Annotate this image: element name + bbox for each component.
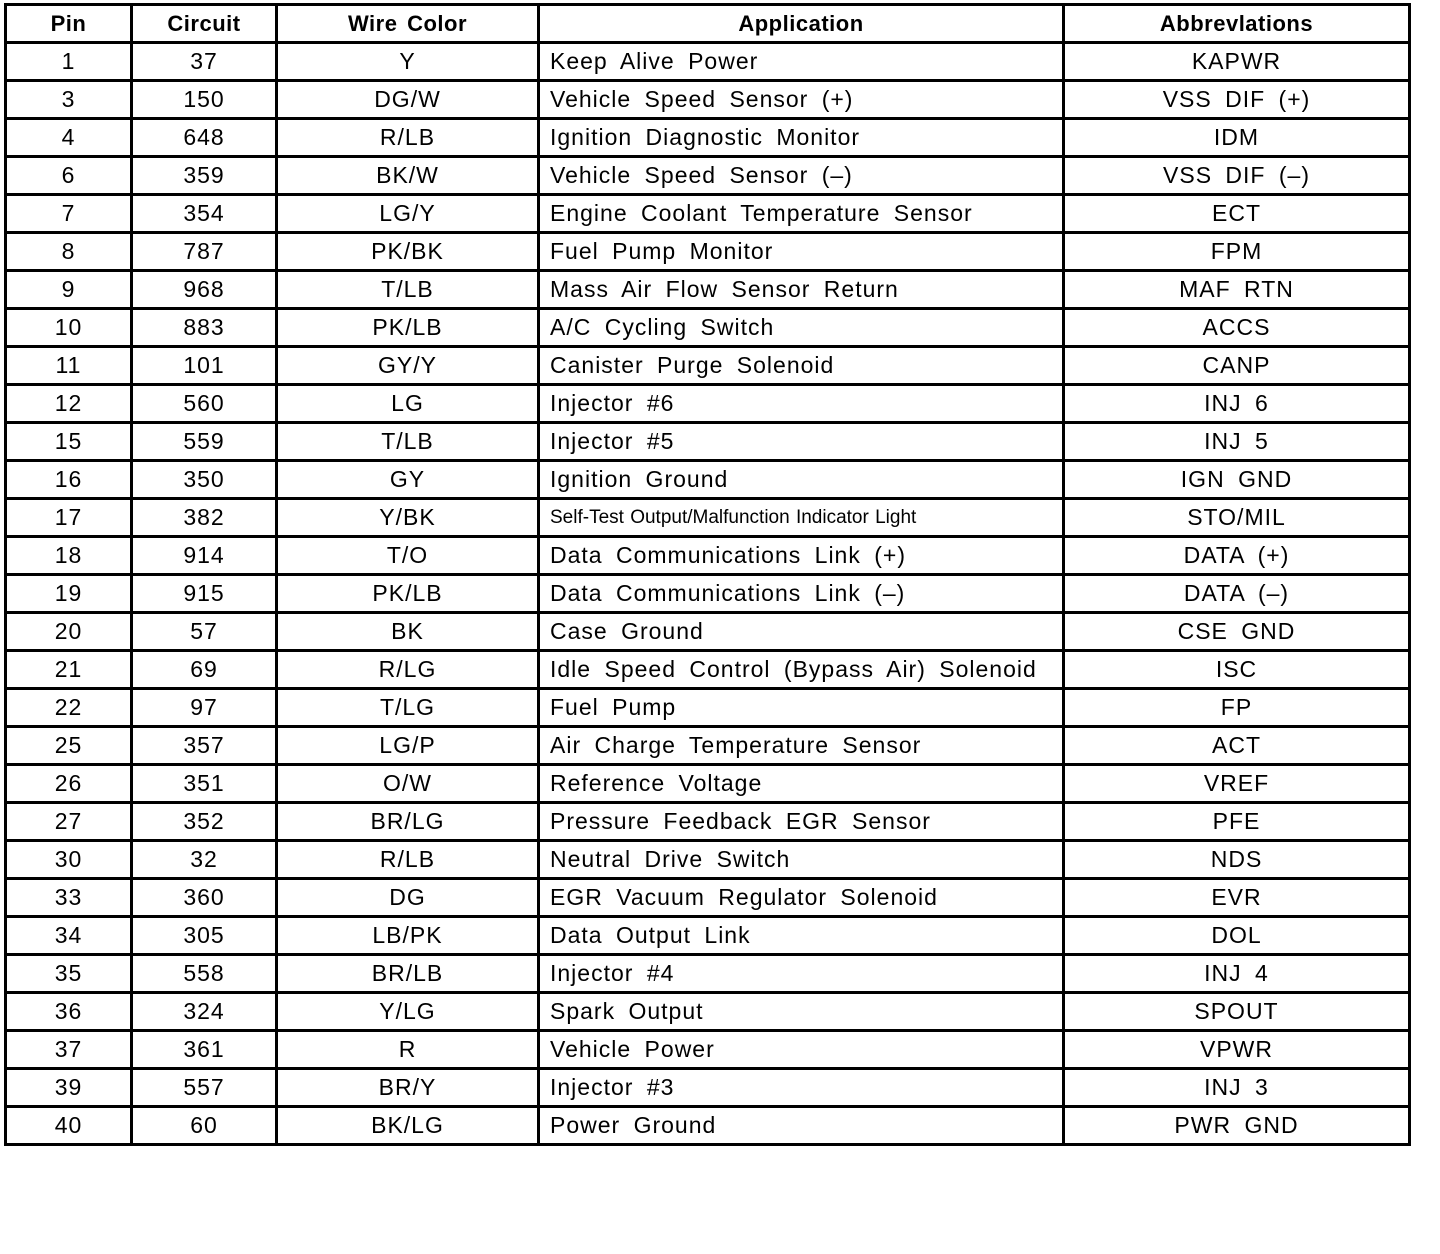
abbreviation-cell: INJ 4 <box>1064 955 1410 993</box>
circuit-cell: 883 <box>132 309 277 347</box>
pin-cell: 6 <box>6 157 132 195</box>
circuit-cell: 915 <box>132 575 277 613</box>
pin-cell: 19 <box>6 575 132 613</box>
circuit-cell: 359 <box>132 157 277 195</box>
application-cell: Neutral Drive Switch <box>539 841 1064 879</box>
pin-cell: 1 <box>6 43 132 81</box>
pin-cell: 25 <box>6 727 132 765</box>
abbreviation-cell: ACT <box>1064 727 1410 765</box>
abbreviation-cell: KAPWR <box>1064 43 1410 81</box>
table-row <box>6 575 1410 613</box>
wire-color-cell: BR/Y <box>277 1069 539 1107</box>
circuit-cell: 354 <box>132 195 277 233</box>
table-row <box>6 1031 1410 1069</box>
table-row <box>6 309 1410 347</box>
wire-color-cell: DG <box>277 879 539 917</box>
circuit-cell: 559 <box>132 423 277 461</box>
application-cell: Ignition Ground <box>539 461 1064 499</box>
wire-color-cell: PK/LB <box>277 575 539 613</box>
abbreviation-cell: IGN GND <box>1064 461 1410 499</box>
pin-cell: 39 <box>6 1069 132 1107</box>
circuit-cell: 787 <box>132 233 277 271</box>
application-cell: Injector #5 <box>539 423 1064 461</box>
pin-cell: 11 <box>6 347 132 385</box>
circuit-cell: 360 <box>132 879 277 917</box>
pin-cell: 21 <box>6 651 132 689</box>
wire-color-cell: BK <box>277 613 539 651</box>
table-row <box>6 879 1410 917</box>
circuit-cell: 968 <box>132 271 277 309</box>
pin-cell: 12 <box>6 385 132 423</box>
wire-color-cell: Y/BK <box>277 499 539 537</box>
table-row <box>6 195 1410 233</box>
wire-color-cell: BR/LB <box>277 955 539 993</box>
circuit-cell: 69 <box>132 651 277 689</box>
circuit-cell: 558 <box>132 955 277 993</box>
pin-cell: 33 <box>6 879 132 917</box>
application-cell: Fuel Pump Monitor <box>539 233 1064 271</box>
application-cell: Injector #6 <box>539 385 1064 423</box>
wire-color-cell: LG/Y <box>277 195 539 233</box>
wire-color-cell: DG/W <box>277 81 539 119</box>
circuit-cell: 324 <box>132 993 277 1031</box>
abbreviation-cell: INJ 6 <box>1064 385 1410 423</box>
table-row <box>6 43 1410 81</box>
wire-color-cell: R <box>277 1031 539 1069</box>
abbreviation-cell: VREF <box>1064 765 1410 803</box>
table-row <box>6 651 1410 689</box>
application-cell: Vehicle Power <box>539 1031 1064 1069</box>
pin-cell: 8 <box>6 233 132 271</box>
abbreviation-cell: ECT <box>1064 195 1410 233</box>
wire-color-cell: R/LG <box>277 651 539 689</box>
pin-cell: 20 <box>6 613 132 651</box>
pin-cell: 7 <box>6 195 132 233</box>
application-cell: Data Communications Link (+) <box>539 537 1064 575</box>
application-cell: Idle Speed Control (Bypass Air) Solenoid <box>539 651 1064 689</box>
application-cell: Canister Purge Solenoid <box>539 347 1064 385</box>
circuit-cell: 557 <box>132 1069 277 1107</box>
table-body <box>6 43 1410 1145</box>
wire-color-cell: BR/LG <box>277 803 539 841</box>
wire-color-cell: LG <box>277 385 539 423</box>
abbreviation-cell: NDS <box>1064 841 1410 879</box>
table-row <box>6 1107 1410 1145</box>
application-cell: Ignition Diagnostic Monitor <box>539 119 1064 157</box>
pin-cell: 18 <box>6 537 132 575</box>
header-application: Application <box>539 5 1064 43</box>
abbreviation-cell: SPOUT <box>1064 993 1410 1031</box>
wire-color-cell: PK/BK <box>277 233 539 271</box>
pin-cell: 35 <box>6 955 132 993</box>
pin-cell: 22 <box>6 689 132 727</box>
abbreviation-cell: CANP <box>1064 347 1410 385</box>
pin-cell: 27 <box>6 803 132 841</box>
circuit-cell: 361 <box>132 1031 277 1069</box>
application-cell: EGR Vacuum Regulator Solenoid <box>539 879 1064 917</box>
table-row <box>6 689 1410 727</box>
table-row <box>6 461 1410 499</box>
wire-color-cell: Y/LG <box>277 993 539 1031</box>
circuit-cell: 97 <box>132 689 277 727</box>
application-cell: Engine Coolant Temperature Sensor <box>539 195 1064 233</box>
pin-cell: 34 <box>6 917 132 955</box>
application-cell: Pressure Feedback EGR Sensor <box>539 803 1064 841</box>
pin-cell: 36 <box>6 993 132 1031</box>
wire-color-cell: R/LB <box>277 841 539 879</box>
table-row <box>6 917 1410 955</box>
application-cell: Mass Air Flow Sensor Return <box>539 271 1064 309</box>
application-cell: Fuel Pump <box>539 689 1064 727</box>
table-row <box>6 1069 1410 1107</box>
pin-cell: 3 <box>6 81 132 119</box>
header-wire-color: Wire Color <box>277 5 539 43</box>
application-cell: Vehicle Speed Sensor (+) <box>539 81 1064 119</box>
table-row <box>6 81 1410 119</box>
abbreviation-cell: EVR <box>1064 879 1410 917</box>
header-row <box>6 5 1410 43</box>
abbreviation-cell: FPM <box>1064 233 1410 271</box>
circuit-cell: 351 <box>132 765 277 803</box>
application-cell: Spark Output <box>539 993 1064 1031</box>
pin-cell: 17 <box>6 499 132 537</box>
circuit-cell: 305 <box>132 917 277 955</box>
circuit-cell: 648 <box>132 119 277 157</box>
table-row <box>6 993 1410 1031</box>
application-cell: Vehicle Speed Sensor (–) <box>539 157 1064 195</box>
circuit-cell: 150 <box>132 81 277 119</box>
circuit-cell: 382 <box>132 499 277 537</box>
abbreviation-cell: IDM <box>1064 119 1410 157</box>
circuit-cell: 560 <box>132 385 277 423</box>
table-row <box>6 233 1410 271</box>
pin-cell: 16 <box>6 461 132 499</box>
application-cell: Keep Alive Power <box>539 43 1064 81</box>
wire-color-cell: T/LB <box>277 271 539 309</box>
circuit-cell: 352 <box>132 803 277 841</box>
abbreviation-cell: INJ 5 <box>1064 423 1410 461</box>
table-row <box>6 727 1410 765</box>
abbreviation-cell: VPWR <box>1064 1031 1410 1069</box>
abbreviation-cell: DATA (+) <box>1064 537 1410 575</box>
application-cell: Case Ground <box>539 613 1064 651</box>
abbreviation-cell: MAF RTN <box>1064 271 1410 309</box>
application-cell: Reference Voltage <box>539 765 1064 803</box>
application-cell: Data Communications Link (–) <box>539 575 1064 613</box>
table-row <box>6 955 1410 993</box>
circuit-cell: 57 <box>132 613 277 651</box>
wire-color-cell: LB/PK <box>277 917 539 955</box>
pin-cell: 26 <box>6 765 132 803</box>
wire-color-cell: T/LB <box>277 423 539 461</box>
pinout-sheet <box>4 3 1408 1251</box>
table-row <box>6 765 1410 803</box>
abbreviation-cell: VSS DIF (–) <box>1064 157 1410 195</box>
table-row <box>6 423 1410 461</box>
circuit-cell: 357 <box>132 727 277 765</box>
table-row <box>6 499 1410 537</box>
header-abbreviations: Abbrevlations <box>1064 5 1410 43</box>
wire-color-cell: R/LB <box>277 119 539 157</box>
abbreviation-cell: PWR GND <box>1064 1107 1410 1145</box>
table-row <box>6 157 1410 195</box>
pin-cell: 10 <box>6 309 132 347</box>
abbreviation-cell: ACCS <box>1064 309 1410 347</box>
wire-color-cell: BK/LG <box>277 1107 539 1145</box>
application-cell: Injector #4 <box>539 955 1064 993</box>
circuit-cell: 350 <box>132 461 277 499</box>
pin-cell: 37 <box>6 1031 132 1069</box>
wire-color-cell: T/O <box>277 537 539 575</box>
wire-color-cell: GY/Y <box>277 347 539 385</box>
circuit-cell: 914 <box>132 537 277 575</box>
application-cell: Power Ground <box>539 1107 1064 1145</box>
pin-cell: 30 <box>6 841 132 879</box>
table-row <box>6 385 1410 423</box>
wire-color-cell: T/LG <box>277 689 539 727</box>
application-cell: A/C Cycling Switch <box>539 309 1064 347</box>
wire-color-cell: LG/P <box>277 727 539 765</box>
wire-color-cell: O/W <box>277 765 539 803</box>
table-row <box>6 537 1410 575</box>
wire-color-cell: BK/W <box>277 157 539 195</box>
abbreviation-cell: DATA (–) <box>1064 575 1410 613</box>
table-row <box>6 613 1410 651</box>
table-row <box>6 803 1410 841</box>
application-cell: Data Output Link <box>539 917 1064 955</box>
pin-cell: 9 <box>6 271 132 309</box>
circuit-cell: 60 <box>132 1107 277 1145</box>
application-cell: Injector #3 <box>539 1069 1064 1107</box>
application-cell: Air Charge Temperature Sensor <box>539 727 1064 765</box>
pinout-table <box>4 3 1411 1146</box>
circuit-cell: 32 <box>132 841 277 879</box>
abbreviation-cell: CSE GND <box>1064 613 1410 651</box>
table-row <box>6 271 1410 309</box>
abbreviation-cell: PFE <box>1064 803 1410 841</box>
table-row <box>6 347 1410 385</box>
abbreviation-cell: VSS DIF (+) <box>1064 81 1410 119</box>
circuit-cell: 101 <box>132 347 277 385</box>
application-cell: Self-Test Output/Malfunction Indicator Light <box>539 499 1064 537</box>
abbreviation-cell: STO/MIL <box>1064 499 1410 537</box>
wire-color-cell: PK/LB <box>277 309 539 347</box>
abbreviation-cell: DOL <box>1064 917 1410 955</box>
abbreviation-cell: INJ 3 <box>1064 1069 1410 1107</box>
circuit-cell: 37 <box>132 43 277 81</box>
abbreviation-cell: FP <box>1064 689 1410 727</box>
pin-cell: 4 <box>6 119 132 157</box>
table-row <box>6 841 1410 879</box>
pin-cell: 40 <box>6 1107 132 1145</box>
header-circuit: Circuit <box>132 5 277 43</box>
wire-color-cell: GY <box>277 461 539 499</box>
wire-color-cell: Y <box>277 43 539 81</box>
table-row <box>6 119 1410 157</box>
pin-cell: 15 <box>6 423 132 461</box>
abbreviation-cell: ISC <box>1064 651 1410 689</box>
header-pin: Pin <box>6 5 132 43</box>
